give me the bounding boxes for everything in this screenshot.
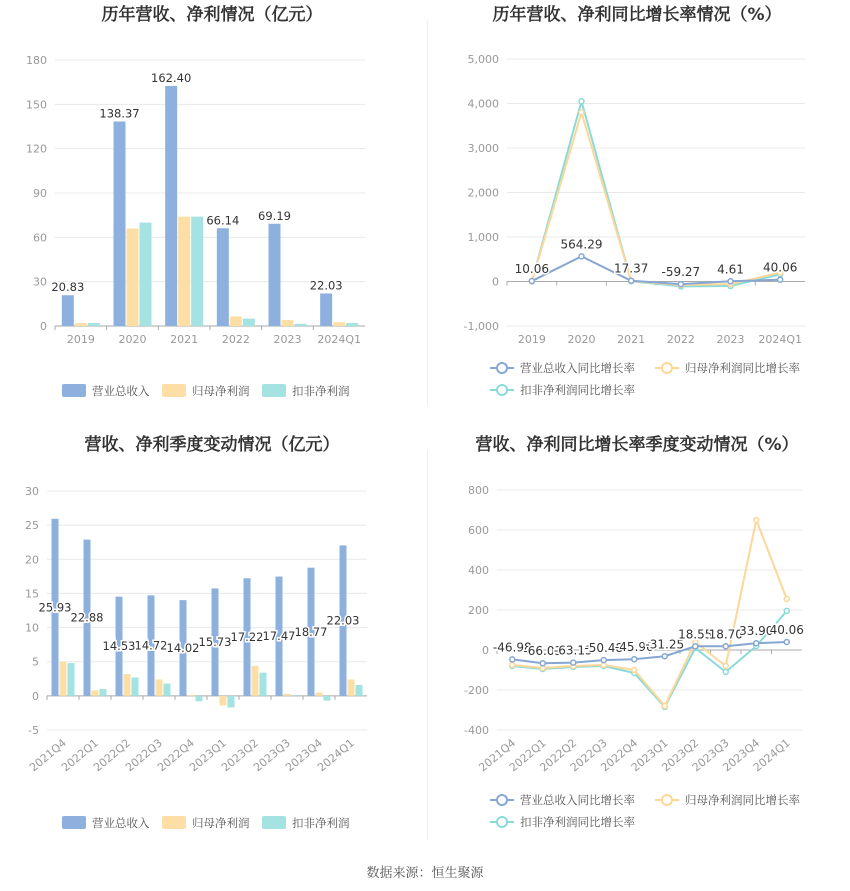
bar-2 <box>324 696 331 701</box>
series-point-0 <box>723 644 728 649</box>
chart-title: 营收、净利季度变动情况（亿元） <box>84 435 340 455</box>
bar-1 <box>220 696 227 706</box>
series-point-0 <box>778 277 783 282</box>
series-point-0 <box>579 254 584 259</box>
data-label: 17.22 <box>230 630 264 645</box>
y-tick-label: 2,000 <box>467 186 499 200</box>
data-label: 40.06 <box>769 622 804 637</box>
legend-label: 归母净利润 <box>192 384 250 398</box>
x-tick-label: 2022Q3 <box>567 736 610 775</box>
legend-label: 扣非净利润同比增长率 <box>520 383 635 397</box>
bar-0 <box>320 293 332 326</box>
series-point-0 <box>629 278 634 283</box>
x-tick-label: 2020 <box>118 333 147 346</box>
bar-1 <box>75 323 87 326</box>
x-tick-label: 2023Q4 <box>720 736 763 775</box>
quarterly-growth-rate-chart <box>425 430 850 855</box>
x-tick-label: 2020 <box>567 333 596 346</box>
data-label: -45.96 <box>614 640 654 655</box>
bar-2 <box>196 696 203 701</box>
annual-growth-rate-chart <box>425 0 850 425</box>
y-tick-label: 0 <box>40 320 47 333</box>
y-tick-label: 400 <box>468 564 489 577</box>
legend-label: 营业总收入同比增长率 <box>520 793 635 807</box>
series-point-1 <box>632 668 637 673</box>
series-point-0 <box>529 279 534 284</box>
bar-1 <box>92 690 99 695</box>
series-line-1 <box>512 520 787 706</box>
panel-divider <box>427 20 428 405</box>
y-tick-label: -5 <box>28 724 39 737</box>
data-label: 14.53 <box>102 639 136 654</box>
bar-1 <box>124 674 131 696</box>
y-tick-label: 10 <box>25 621 39 635</box>
legend-swatch <box>262 384 286 397</box>
bar-1 <box>316 692 323 695</box>
series-point-0 <box>784 639 789 644</box>
bar-2 <box>164 684 171 696</box>
data-label: 22.03 <box>326 613 360 628</box>
legend-swatch <box>262 816 286 829</box>
data-label: 18.70 <box>708 627 743 642</box>
legend-marker <box>497 385 507 395</box>
legend-swatch <box>62 816 86 829</box>
data-source-label: 数据来源：恒生聚源 <box>366 866 484 881</box>
series-point-0 <box>601 658 606 663</box>
y-tick-label: 1,000 <box>467 231 499 244</box>
bar-2 <box>191 217 203 326</box>
bar-1 <box>282 320 294 326</box>
legend-label: 归母净利润同比增长率 <box>685 361 800 375</box>
data-label: 25.93 <box>38 600 72 615</box>
x-tick-label: 2023Q3 <box>689 736 732 775</box>
bar-0 <box>217 228 229 326</box>
data-label: -59.27 <box>661 265 701 280</box>
y-tick-label: 180 <box>26 54 47 67</box>
series-point-1 <box>510 663 515 668</box>
y-tick-label: 0 <box>492 275 499 289</box>
legend-swatch <box>162 384 186 397</box>
y-tick-label: 20 <box>25 553 39 567</box>
data-label: -50.48 <box>584 641 624 656</box>
series-point-2 <box>579 99 584 104</box>
bar-1 <box>348 679 355 695</box>
bar-1 <box>284 694 291 696</box>
x-tick-label: 2022Q2 <box>537 736 580 775</box>
series-point-0 <box>632 657 637 662</box>
bar-2 <box>346 323 358 326</box>
bar-1 <box>60 662 67 696</box>
series-point-0 <box>728 279 733 284</box>
data-label: -31.25 <box>645 637 685 652</box>
y-tick-label: 800 <box>468 484 489 497</box>
data-label: -63.13 <box>553 643 593 658</box>
legend-marker <box>497 795 507 805</box>
bar-1 <box>230 316 242 326</box>
x-tick-label: 2021Q4 <box>476 736 519 775</box>
bar-0 <box>165 86 177 326</box>
y-tick-label: -200 <box>464 684 489 697</box>
y-tick-label: 5 <box>32 655 39 669</box>
data-label: 17.37 <box>613 261 649 276</box>
bar-2 <box>292 695 299 696</box>
chart-svg <box>0 430 425 855</box>
x-tick-label: 2022Q1 <box>59 736 101 775</box>
x-tick-label: 2023Q3 <box>251 736 293 775</box>
legend-label: 营业总收入同比增长率 <box>520 361 635 375</box>
data-label: 4.61 <box>717 262 744 277</box>
x-tick-label: 2023 <box>716 333 745 346</box>
data-label: 15.73 <box>198 635 232 650</box>
legend-label: 扣非净利润同比增长率 <box>520 815 635 829</box>
bar-1 <box>178 217 190 326</box>
data-label: 22.03 <box>309 278 343 293</box>
bar-1 <box>333 322 345 326</box>
legend-swatch <box>62 384 86 397</box>
series-point-0 <box>678 282 683 287</box>
series-line-1 <box>532 112 780 285</box>
x-tick-label: 2021 <box>170 333 199 346</box>
series-point-2 <box>723 670 728 675</box>
x-tick-label: 2023 <box>273 333 302 346</box>
y-tick-label: 0 <box>32 689 39 703</box>
y-tick-label: -400 <box>464 724 489 737</box>
panel-divider <box>427 450 428 840</box>
data-label: 162.40 <box>151 71 192 86</box>
data-label: 18.55 <box>678 627 713 642</box>
data-label: 17.47 <box>262 629 296 644</box>
bar-2 <box>132 677 139 695</box>
bar-2 <box>260 673 267 696</box>
series-point-1 <box>723 664 728 669</box>
data-label: 22.88 <box>70 610 104 625</box>
y-tick-label: -1,000 <box>463 320 499 333</box>
bar-2 <box>228 696 235 708</box>
x-tick-label: 2022Q4 <box>598 736 641 775</box>
chart-svg <box>425 430 850 855</box>
legend-marker <box>497 817 507 827</box>
chart-svg <box>0 0 425 425</box>
legend-marker <box>497 363 507 373</box>
legend-label: 营业总收入 <box>92 384 150 398</box>
y-tick-label: 4,000 <box>467 97 499 111</box>
x-tick-label: 2021 <box>617 333 646 346</box>
series-point-2 <box>784 609 789 614</box>
legend-label: 归母净利润同比增长率 <box>685 793 800 807</box>
chart-svg <box>425 0 850 425</box>
bar-2 <box>243 319 255 326</box>
series-point-0 <box>662 654 667 659</box>
chart-title: 营收、净利同比增长率季度变动情况（%） <box>475 435 799 455</box>
bar-2 <box>140 223 152 326</box>
x-tick-label: 2019 <box>517 333 546 346</box>
series-point-1 <box>662 704 667 709</box>
y-tick-label: 30 <box>33 275 47 289</box>
data-label: -46.98 <box>492 640 532 655</box>
y-tick-label: 120 <box>26 142 47 156</box>
series-point-0 <box>510 657 515 662</box>
bar-2 <box>88 323 100 326</box>
y-tick-label: 600 <box>468 524 489 537</box>
x-tick-label: 2024Q1 <box>315 736 357 775</box>
x-tick-label: 2022Q2 <box>91 736 133 775</box>
data-label: 66.14 <box>206 213 240 228</box>
x-tick-label: 2022Q3 <box>123 736 165 775</box>
x-tick-label: 2023Q2 <box>219 736 261 775</box>
data-label: 564.29 <box>560 237 603 252</box>
x-tick-label: 2019 <box>66 333 95 346</box>
series-point-0 <box>693 644 698 649</box>
chart-title: 历年营收、净利同比增长率情况（%） <box>492 5 782 25</box>
x-tick-label: 2022 <box>666 333 695 346</box>
data-label: 20.83 <box>51 280 85 295</box>
data-label: 40.06 <box>762 260 798 275</box>
series-line-2 <box>532 101 780 286</box>
x-tick-label: 2022Q1 <box>506 736 549 775</box>
x-tick-label: 2024Q1 <box>750 736 793 775</box>
y-tick-label: 150 <box>26 98 47 112</box>
x-tick-label: 2022 <box>221 333 250 346</box>
x-tick-label: 2024Q1 <box>758 333 802 346</box>
x-tick-label: 2023Q4 <box>283 736 325 775</box>
y-tick-label: 3,000 <box>467 142 499 155</box>
y-tick-label: 0 <box>482 644 489 657</box>
annual-revenue-profit-chart <box>0 0 425 425</box>
data-label: 18.77 <box>294 624 328 639</box>
series-point-0 <box>571 660 576 665</box>
bar-2 <box>100 689 107 696</box>
x-tick-label: 2023Q1 <box>187 736 229 775</box>
data-label: 14.02 <box>166 640 200 655</box>
bar-0 <box>62 295 74 326</box>
legend-marker <box>662 795 672 805</box>
bar-0 <box>269 224 281 326</box>
bar-2 <box>356 685 363 696</box>
x-tick-label: 2024Q1 <box>317 333 361 346</box>
quarterly-revenue-profit-chart <box>0 430 425 855</box>
legend-label: 扣非净利润 <box>292 816 350 830</box>
y-tick-label: 90 <box>33 187 47 200</box>
y-tick-label: 15 <box>25 587 39 601</box>
x-tick-label: 2022Q4 <box>155 736 197 775</box>
legend-marker <box>662 363 672 373</box>
x-tick-label: 2023Q2 <box>659 736 702 775</box>
series-point-0 <box>754 641 759 646</box>
y-tick-label: 30 <box>25 485 39 498</box>
x-tick-label: 2021Q4 <box>27 736 69 775</box>
legend-swatch <box>162 816 186 829</box>
bar-1 <box>188 695 195 696</box>
legend-label: 归母净利润 <box>192 816 250 830</box>
y-tick-label: 25 <box>25 519 39 533</box>
legend-label: 扣非净利润 <box>292 384 350 398</box>
y-tick-label: 200 <box>468 604 489 617</box>
chart-title: 历年营收、净利情况（亿元） <box>101 5 323 25</box>
series-point-1 <box>754 518 759 523</box>
data-label: 33.90 <box>739 624 774 639</box>
legend-label: 营业总收入 <box>92 816 150 830</box>
data-label: 138.37 <box>99 106 140 121</box>
x-tick-label: 2023Q1 <box>628 736 671 775</box>
bar-2 <box>68 663 75 696</box>
bar-1 <box>127 228 139 326</box>
bar-1 <box>156 679 163 695</box>
y-tick-label: 60 <box>33 231 47 245</box>
bar-2 <box>295 324 307 326</box>
data-label: -66.03 <box>523 644 563 659</box>
data-label: 10.06 <box>514 262 550 277</box>
bar-0 <box>114 122 126 326</box>
series-point-0 <box>540 661 545 666</box>
bar-1 <box>252 666 259 696</box>
data-label: 14.72 <box>134 638 168 653</box>
y-tick-label: 5,000 <box>467 53 499 66</box>
series-point-1 <box>579 110 584 115</box>
series-point-1 <box>784 597 789 602</box>
data-label: 69.19 <box>258 208 291 223</box>
